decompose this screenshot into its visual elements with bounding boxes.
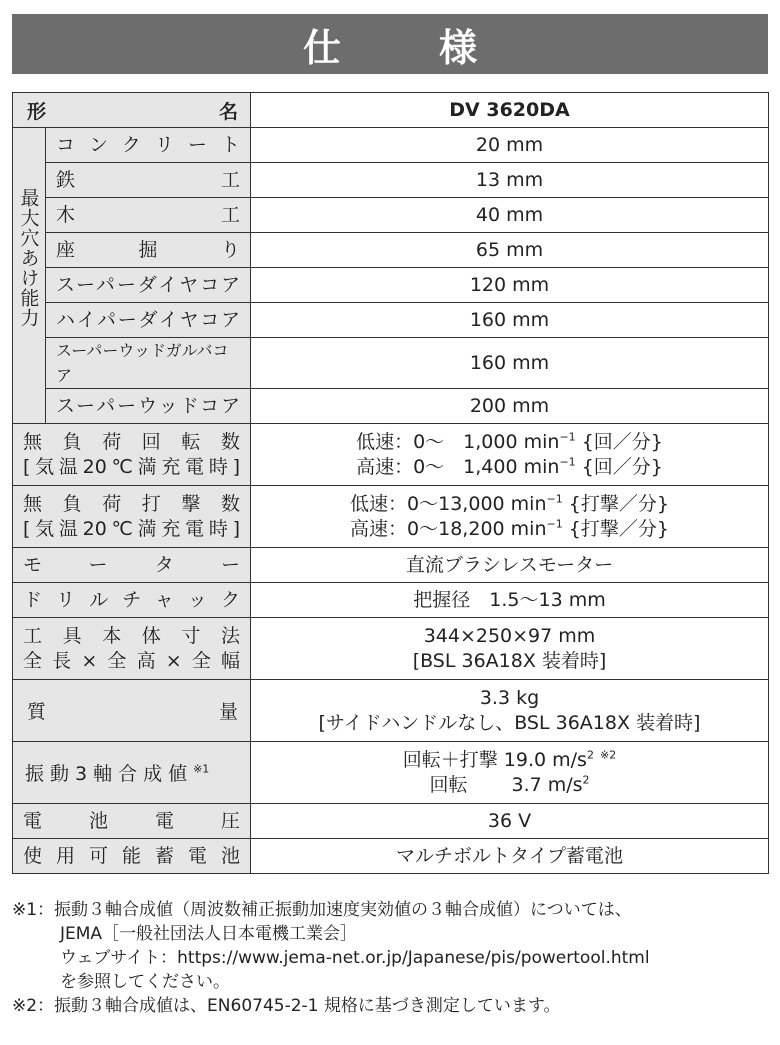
dimensions-row (13, 618, 769, 680)
vibration-note-mark: ※2 (600, 748, 617, 762)
motor-row (13, 548, 769, 583)
chuck-value: 把握径 1.5～13 mm (251, 583, 769, 618)
speed-value-cell (251, 424, 769, 486)
unit-exponent: 2 (586, 748, 594, 762)
capacity-label: スーパーウッドコア (46, 389, 251, 424)
voltage-value: 36 V (251, 804, 769, 839)
battery-value: マルチボルトタイプ蓄電池 (251, 839, 769, 874)
capacity-label: スーパーウッドガルバコア (46, 338, 251, 389)
capacity-row (13, 198, 769, 233)
speed-high: 高速：0～ 1,400 min (356, 455, 560, 478)
dimensions-label: 工具本体寸法 (23, 624, 240, 647)
impact-high-unit: {打撃／分} (568, 517, 669, 540)
motor-label: モーター (13, 548, 251, 583)
capacity-value: 40 mm (251, 198, 769, 233)
mass-label-left: 質 (27, 701, 47, 723)
impact-label-cell (13, 486, 251, 548)
capacity-value: 160 mm (251, 303, 769, 338)
capacity-value: 65 mm (251, 233, 769, 268)
footnote-1-org: JEMA［一般社団法人日本電機工業会］ (60, 924, 358, 944)
capacity-label: 木工 (46, 198, 251, 233)
title-bar (12, 14, 768, 74)
impact-label: 無負荷打撃数 (23, 492, 240, 515)
vibration-label: 振動3軸合成値 (25, 763, 194, 785)
model-label-cell (13, 93, 251, 128)
dimensions-sublabel: 全長×全高×全幅 (23, 649, 240, 672)
unit-exponent: −1 (559, 430, 576, 444)
capacity-row (13, 268, 769, 303)
model-value: DV 3620DA (251, 93, 769, 128)
speed-row (13, 424, 769, 486)
footnotes (12, 898, 772, 1018)
voltage-label: 電池電圧 (13, 804, 251, 839)
footnote-1: ※1：振動３軸合成値（周波数補正振動加速度実効値の３軸合成値）については、 (12, 900, 632, 920)
dimensions-value: 344×250×97 mm (423, 624, 596, 647)
spec-table (12, 92, 769, 874)
impact-low-unit: {打撃／分} (568, 492, 669, 515)
impact-sublabel: [気温20℃満充電時] (23, 517, 240, 540)
capacity-value: 200 mm (251, 389, 769, 424)
capacity-group-cell (13, 128, 46, 424)
battery-label: 使用可能蓄電池 (13, 839, 251, 874)
impact-low: 低速：0～13,000 min (350, 492, 547, 515)
capacity-value: 120 mm (251, 268, 769, 303)
impact-value-cell (251, 486, 769, 548)
page-title: 仕 様 (302, 25, 507, 70)
mass-note: [サイドハンドルなし、BSL 36A18X 装着時] (318, 711, 701, 734)
voltage-row (13, 804, 769, 839)
vibration-line1: 回転＋打撃 19.0 m/s (402, 748, 587, 771)
chuck-row (13, 583, 769, 618)
capacity-label: ハイパーダイヤコア (46, 303, 251, 338)
impact-high: 高速：0～18,200 min (350, 517, 547, 540)
capacity-label: スーパーダイヤコア (46, 268, 251, 303)
unit-exponent: −1 (559, 455, 576, 469)
vibration-row (13, 742, 769, 804)
unit-exponent: −1 (546, 517, 563, 531)
capacity-label: 鉄工 (46, 163, 251, 198)
model-label-right: 名 (218, 100, 238, 123)
model-row (13, 93, 769, 128)
capacity-value: 13 mm (251, 163, 769, 198)
mass-label-right: 量 (218, 701, 238, 723)
vibration-label-cell (13, 742, 251, 804)
mass-label-cell (13, 680, 251, 742)
vibration-value-cell (251, 742, 769, 804)
capacity-row (13, 128, 769, 163)
unit-exponent: 2 (582, 773, 590, 787)
capacity-row (13, 389, 769, 424)
capacity-label: 座掘り (46, 233, 251, 268)
capacity-label: コンクリート (46, 128, 251, 163)
speed-sublabel: [気温20℃満充電時] (23, 455, 240, 478)
capacity-row (13, 233, 769, 268)
speed-low-unit: {回／分} (581, 430, 663, 453)
capacity-row (13, 338, 769, 389)
vibration-line2: 回転 3.7 m/s (429, 773, 583, 796)
mass-row (13, 680, 769, 742)
vibration-label-note: ※1 (193, 762, 210, 776)
mass-value: 3.3 kg (479, 686, 540, 709)
speed-low: 低速：0～ 1,000 min (356, 430, 560, 453)
dimensions-label-cell (13, 618, 251, 680)
capacity-group-label: 最大穴あけ能力 (17, 188, 40, 328)
impact-row (13, 486, 769, 548)
footnote-2: ※2：振動３軸合成値は、EN60745-2-1 規格に基づき測定しています。 (12, 996, 561, 1016)
capacity-row (13, 163, 769, 198)
mass-value-cell (251, 680, 769, 742)
dimensions-value-cell (251, 618, 769, 680)
footnote-1-refer: を参照してください。 (60, 972, 230, 992)
footnote-1-website: ウェブサイト：https://www.jema-net.or.jp/Japanese/pis/powertool.html (60, 948, 650, 968)
model-label-left: 形 (27, 100, 47, 123)
speed-label: 無負荷回転数 (23, 430, 240, 453)
capacity-row (13, 303, 769, 338)
dimensions-note: [BSL 36A18X 装着時] (412, 649, 607, 672)
motor-value: 直流ブラシレスモーター (251, 548, 769, 583)
capacity-value: 160 mm (251, 338, 769, 389)
speed-high-unit: {回／分} (581, 455, 663, 478)
speed-label-cell (13, 424, 251, 486)
capacity-value: 20 mm (251, 128, 769, 163)
battery-row (13, 839, 769, 874)
chuck-label: ドリルチャック (13, 583, 251, 618)
unit-exponent: −1 (546, 492, 563, 506)
